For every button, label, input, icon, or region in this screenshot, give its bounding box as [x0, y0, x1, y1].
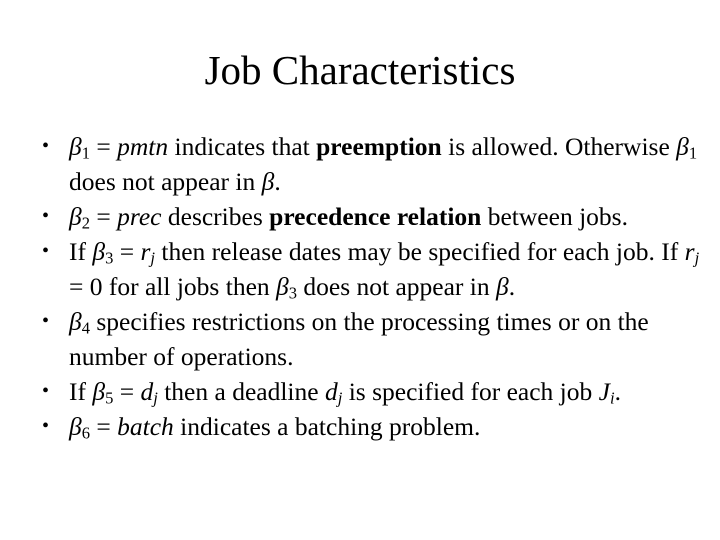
text: = 0 for all jobs then [69, 272, 277, 301]
text: does not appear in [297, 272, 496, 301]
subscript: 2 [81, 213, 90, 233]
bullet-item-beta3 [42, 234, 702, 304]
equals: = [89, 132, 118, 161]
text: is allowed. Otherwise [441, 132, 677, 161]
subscript: j [153, 388, 158, 408]
subscript: 5 [105, 388, 114, 408]
equals: = [89, 412, 118, 441]
bullet-icon: • [42, 240, 50, 262]
text: then release dates may be specified for each job. If [155, 237, 685, 266]
subscript: j [337, 388, 343, 408]
text: specifies restrictions on the processing times or on the number of operations. [69, 307, 649, 371]
beta-symbol: β [92, 237, 106, 266]
period: . [508, 272, 516, 301]
beta-symbol: β [69, 202, 82, 231]
beta-symbol: β [276, 272, 289, 301]
text: If [69, 377, 93, 406]
equals: = [89, 202, 118, 231]
var-d: d [140, 377, 154, 406]
subscript: 6 [81, 423, 90, 443]
bullet-item-beta4 [42, 304, 702, 374]
text: between jobs. [481, 202, 628, 231]
bullet-icon: • [42, 205, 50, 227]
bullet-icon: • [42, 380, 50, 402]
equals: = [113, 377, 141, 406]
beta-symbol: β [69, 412, 82, 441]
text: If [69, 237, 93, 266]
bullet-list [42, 129, 702, 444]
text: is specified for each job [342, 377, 599, 406]
beta-symbol: β [92, 377, 106, 406]
text: then a deadline [157, 377, 325, 406]
period: . [274, 167, 281, 196]
subscript: i [609, 388, 615, 408]
text: does not appear in [69, 167, 262, 196]
text: describes [161, 202, 270, 231]
beta-symbol: β [495, 272, 509, 301]
text: indicates that [168, 132, 317, 161]
bullet-icon: • [42, 310, 50, 332]
bullet-item-beta5 [42, 374, 702, 409]
bold-term: precedence relation [269, 202, 482, 231]
subscript: j [694, 248, 700, 268]
period: . [614, 377, 621, 406]
subscript: 1 [81, 143, 90, 163]
var-r: r [684, 237, 695, 266]
text: indicates a batching problem. [173, 412, 481, 441]
subscript: 4 [81, 318, 90, 338]
slide-title: Job Characteristics [204, 47, 516, 93]
bold-term: preemption [316, 132, 442, 161]
var-r: r [140, 237, 151, 266]
bullet-icon: • [42, 415, 50, 437]
bullet-item-beta6 [42, 409, 702, 444]
beta-symbol: β [69, 307, 82, 336]
equals: = [113, 237, 141, 266]
var-J: J [598, 377, 610, 406]
term: pmtn [117, 132, 169, 161]
subscript: 3 [105, 248, 114, 268]
beta-symbol: β [69, 132, 82, 161]
beta-symbol: β [261, 167, 275, 196]
var-d: d [324, 377, 338, 406]
bullet-item-beta1 [42, 129, 702, 199]
subscript: j [150, 248, 156, 268]
bullet-item-beta2 [42, 199, 702, 234]
subscript: 1 [688, 143, 698, 163]
beta-symbol: β [676, 132, 689, 161]
subscript: 3 [288, 283, 297, 303]
term: batch [117, 412, 174, 441]
bullet-icon: • [42, 135, 50, 157]
term: prec [117, 202, 162, 231]
